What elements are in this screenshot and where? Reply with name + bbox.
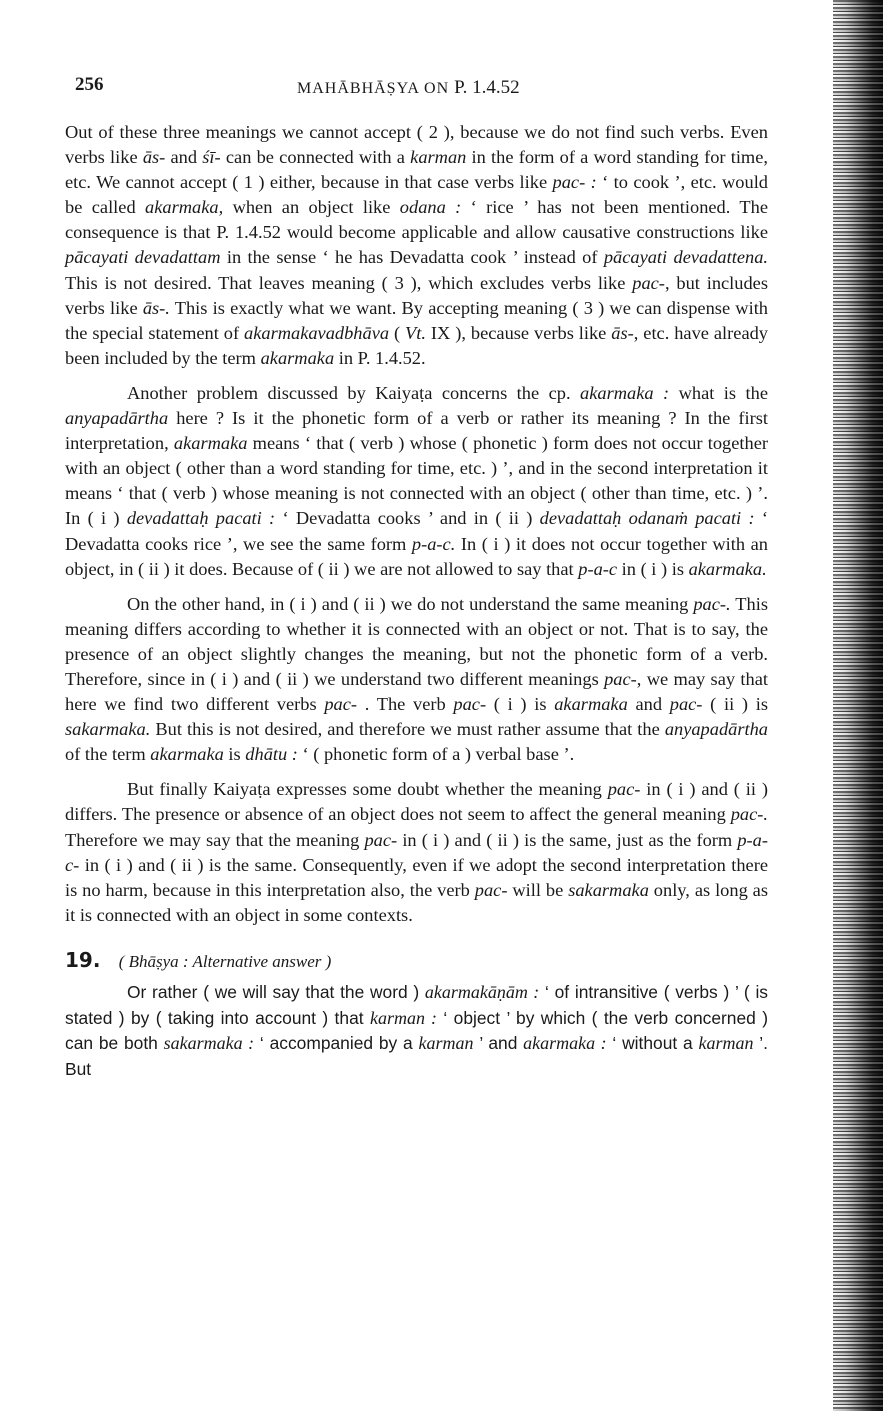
running-title [297, 77, 520, 99]
italic-term: ās-. [142, 297, 170, 318]
italic-term: karman [698, 1033, 754, 1054]
page-header [75, 74, 775, 104]
paragraph-1: Out of these three meanings we cannot accept ( 2 ), because we do not find such verbs. Even verbs like ās- and śī- can be connected with a karman in the form of a word standing for time, etc. We cannot accept ( 1 ) either, because in that case verbs like pac- : ‘ to cook ’, etc. would be called akarmaka, when an object like odana : ‘ rice ’ has not been mentioned. The consequence is that P. 1.4.52 would become applicable and allow causative constructions like pācayati devadattam in the sense ‘ he has Devadatta cook ’ instead of pācayati devadattena. This is not desired. That leaves meaning ( 3 ), which excludes verbs like pac-, but includes verbs like ās-. This is exactly what we want. By accepting meaning ( 3 ) we can dispense with the special statement of akarmakavadbhāva ( Vt. IX ), because verbs like ās-, etc. have already been included by the term akarmaka in P. 1.4.52. [65, 122, 768, 368]
italic-term: akarmaka [173, 433, 248, 454]
italic-term: pācayati devadattam [65, 247, 221, 268]
italic-term: karman : [369, 1007, 438, 1028]
italic-term: devadattaḥ pacati : [126, 508, 276, 529]
italic-term: pac- [364, 829, 398, 850]
italic-term: akarmaka : [523, 1033, 607, 1054]
running-title-text: MAHĀBHĀṢYA ON [297, 80, 450, 97]
italic-term: odana : [399, 197, 462, 218]
section-title: ( Bhāṣya : Alternative answer ) [118, 951, 332, 971]
italic-term: akarmaka, [145, 197, 224, 218]
section-number: 19. [65, 947, 101, 972]
italic-term: pac- : [552, 172, 597, 193]
book-binding-edge [833, 0, 883, 1411]
italic-term: karman [418, 1033, 474, 1054]
italic-term: p-a-c- [65, 829, 768, 875]
italic-term: sakarmaka [568, 879, 649, 900]
paragraph-4: But finally Kaiyaṭa expresses some doubt whether the meaning pac- in ( i ) and ( ii ) differs. The presence or absence of an object does not seem to affect the general meaning pac-. Therefore we may say that the meaning pac- in ( i ) and ( ii ) is the same, just as the form p-a-c- in ( i ) and ( ii ) is the same. Consequently, even if we adopt the second interpretation there is no harm, because in this interpretation also, the verb pac- will be sakarmaka only, as long as it is connected with an object in some contexts. [65, 779, 769, 925]
italic-term: pac- [607, 779, 641, 800]
italic-term: anyapadārtha [65, 408, 169, 429]
italic-term: Vt. [405, 322, 426, 343]
italic-term: devadattaḥ odanaṁ pacati : [539, 508, 755, 529]
italic-term: anyapadārtha [664, 719, 768, 740]
italic-term: ās- [611, 322, 634, 343]
italic-term: śī- [202, 147, 221, 168]
italic-term: akarmaka. [688, 558, 767, 579]
text-body [65, 120, 768, 1082]
italic-term: pac- [632, 272, 665, 293]
italic-term: akarmakavadbhāva [244, 322, 390, 343]
italic-term: sakarmaka. [65, 719, 151, 740]
italic-term: p-a-c. [411, 533, 456, 554]
italic-term: pac-. [730, 804, 768, 825]
italic-term: pac- [474, 879, 508, 900]
italic-term: akarmaka : [580, 382, 670, 403]
italic-term: akarmakāṇām : [424, 981, 540, 1002]
running-title-reference: P. 1.4.52 [454, 77, 520, 98]
paragraph-3: On the other hand, in ( i ) and ( ii ) we do not understand the same meaning pac-. This meaning differs according to whether it is connected with an object or not. That is to say, the presence of an object slightly changes the meaning, but not the phonetic form of a verb. Therefore, since in ( i ) and ( ii ) we understand two different meanings pac-, we may say that here we find two different verbs pac- . The verb pac- ( i ) is akarmaka and pac- ( ii ) is sakarmaka. But this is not desired, and therefore we must rather assume that the anyapadārtha of the term akarmaka is dhātu : ‘ ( phonetic form of a ) verbal base ’. [65, 593, 769, 765]
section-heading [65, 948, 768, 972]
italic-term: pac-. [693, 593, 731, 614]
italic-term: ās- [142, 147, 166, 168]
italic-term: pac- [453, 694, 487, 715]
paragraph-2: Another problem discussed by Kaiyaṭa concerns the cp. akarmaka : what is the anyapadārtha here ? Is it the phonetic form of a verb or rather its meaning ? In the first interpretation, akarmaka means ‘ that ( verb ) whose ( phonetic ) form does not occur together with an object ( other than a word standing for time, etc. ) ’, and in the second interpretation it means ‘ that ( verb ) whose meaning is not connected with an object ( other than time, etc. ) ’. In ( i ) devadattaḥ pacati : ‘ Devadatta cooks ’ and in ( ii ) devadattaḥ odanaṁ pacati : ‘ Devadatta cooks rice ’, we see the same form p-a-c. In ( i ) it does not occur together with an object, in ( ii ) it does. Because of ( ii ) we are not allowed to say that p-a-c in ( i ) is akarmaka. [65, 382, 768, 579]
italic-term: akarmaka [260, 347, 335, 368]
paragraph-5: Or rather ( we will say that the word ) akarmakāṇām : ‘ of intransitive ( verbs ) ’ ( is stated ) by ( taking into account ) that karman : ‘ object ’ by which ( the verb concerned ) can be both sakarmaka : ‘ accompanied by a karman ’ and akarmaka : ‘ without a karman ’. But [65, 981, 769, 1079]
italic-term: karman [410, 147, 467, 168]
italic-term: p-a-c [578, 558, 618, 579]
italic-term: dhātu : [245, 744, 298, 765]
italic-term: akarmaka [554, 694, 628, 715]
page-number: 256 [75, 74, 104, 95]
italic-term: pācayati devadattena. [603, 247, 768, 268]
italic-term: sakarmaka : [163, 1033, 255, 1054]
italic-term: pac- [604, 668, 637, 689]
italic-term: akarmaka [150, 744, 224, 765]
italic-term: pac- [324, 694, 358, 715]
italic-term: pac- [669, 694, 703, 715]
